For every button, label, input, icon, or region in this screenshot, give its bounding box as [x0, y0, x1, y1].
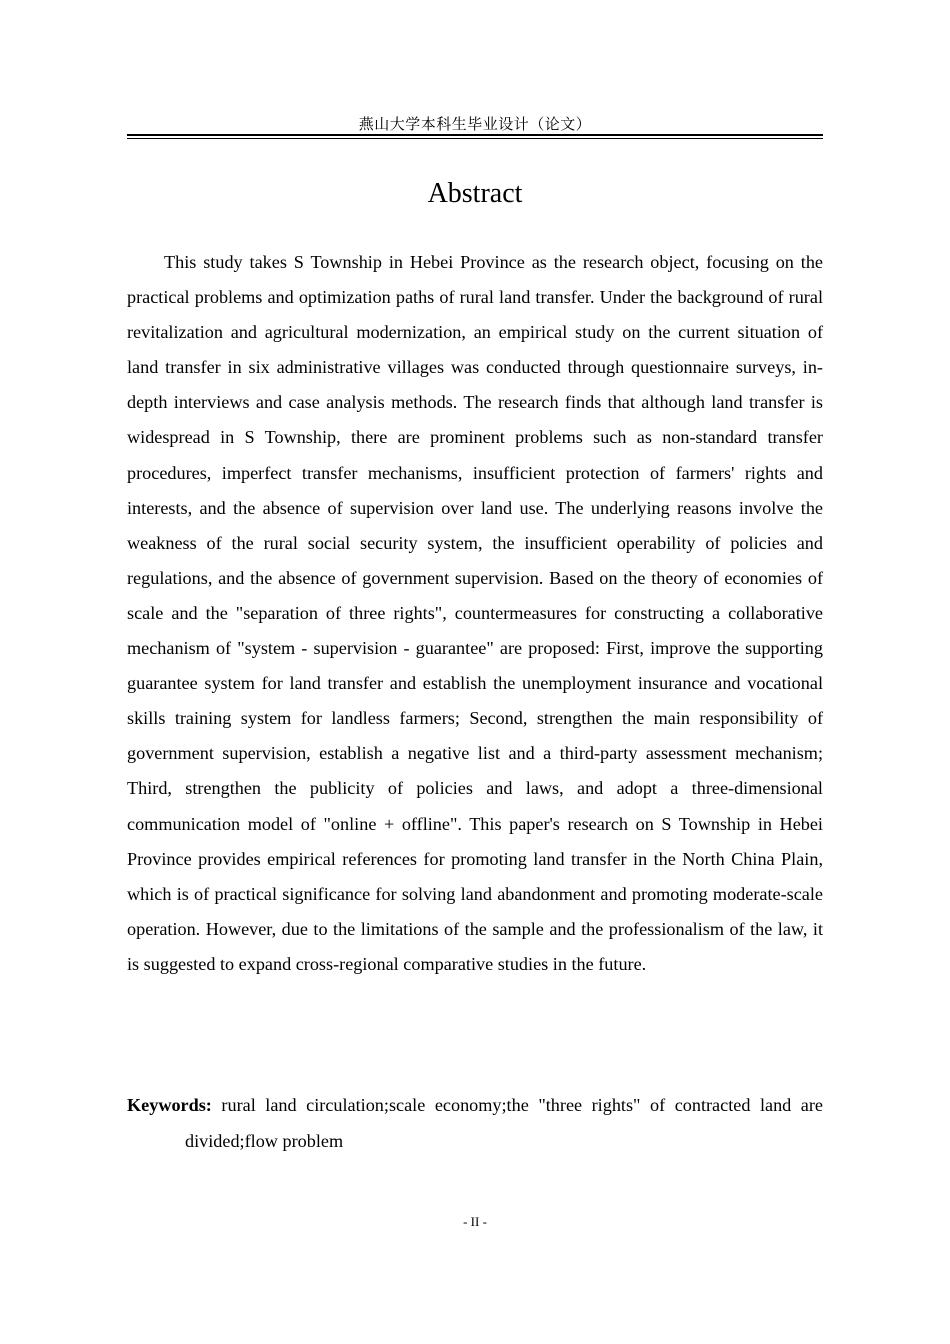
abstract-title: Abstract [427, 178, 523, 209]
page-number: - II - [463, 1214, 487, 1229]
header-rule-thin [127, 138, 823, 139]
header-rule-thick [127, 134, 823, 136]
abstract-body: This study takes S Township in Hebei Province as the research object, focusing on the practical problems and optimization paths of rural land transfer. Under the background of rural revitalization and agricultural modernization, an empirical study on the current situation of land transfer in six administrative villages was conducted through questionnaire surveys, in-depth interviews and case analysis methods. The research finds that although land transfer is widespread in S Township, there are prominent problems such as non-standard transfer procedures, imperfect transfer mechanisms, insufficient protection of farmers' rights and interests, and the absence of supervision over land use. The underlying reasons involve the weakness of the rural social security system, the insufficient operability of policies and regulations, and the absence of government supervision. Based on the theory of economies of scale and the "separation of three rights", countermeasures for constructing a collaborative mechanism of "system - supervision - guarantee" are proposed: First, improve the supporting guarantee system for land transfer and establish the unemployment insurance and vocational skills training system for landless farmers; Second, strengthen the main responsibility of government supervision, establish a negative list and a third-party assessment mechanism; Third, strengthen the publicity of policies and laws, and adopt a three-dimensional communication model of "online + offline". This paper's research on S Township in Hebei Province provides empirical references for promoting land transfer in the North China Plain, which is of practical significance for solving land abandonment and promoting moderate-scale operation. However, due to the limitations of the sample and the professionalism of the law, it is suggested to expand cross-regional comparative studies in the future. [127, 252, 823, 974]
running-header: 燕山大学本科生毕业设计（论文） [358, 115, 592, 133]
keywords-paragraph [127, 1087, 823, 1159]
keywords-label: Keywords: [127, 1095, 212, 1115]
keywords-text: rural land circulation;scale economy;the "three rights" of contracted land are divided;flow problem [185, 1095, 824, 1151]
